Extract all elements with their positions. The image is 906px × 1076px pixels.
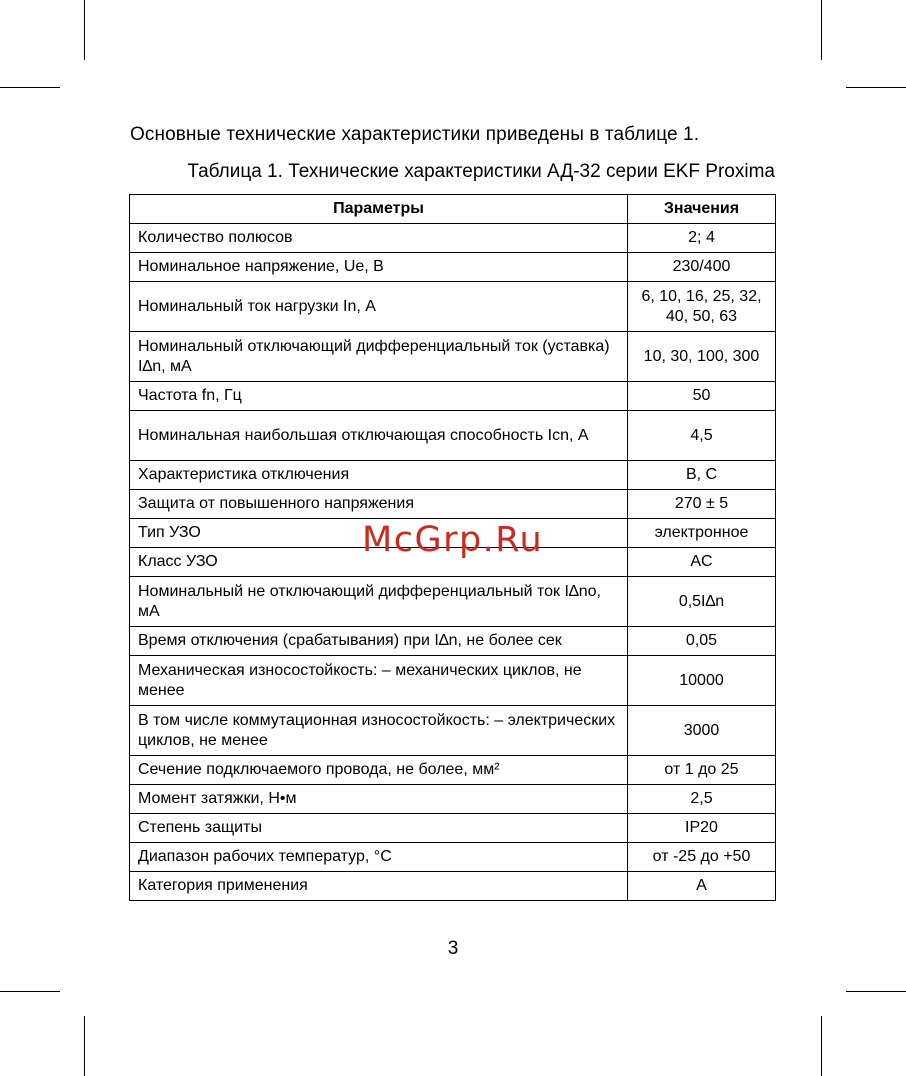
value-cell: 6, 10, 16, 25, 32, 40, 50, 63 <box>628 282 776 332</box>
crop-mark <box>821 1016 822 1076</box>
table-row <box>130 656 776 706</box>
parameter-cell: Защита от повышенного напряжения <box>130 490 628 519</box>
table-row <box>130 382 776 411</box>
table-row <box>130 490 776 519</box>
table-row <box>130 411 776 461</box>
parameter-cell: Количество полюсов <box>130 224 628 253</box>
table-row <box>130 577 776 627</box>
value-cell: B, C <box>628 461 776 490</box>
value-cell: 3000 <box>628 706 776 756</box>
value-cell: AC <box>628 548 776 577</box>
parameter-cell: Категория применения <box>130 872 628 901</box>
table-header-row <box>130 195 776 224</box>
table-row <box>130 282 776 332</box>
value-cell: 2; 4 <box>628 224 776 253</box>
value-cell: 50 <box>628 382 776 411</box>
table-row <box>130 814 776 843</box>
parameter-cell: Механическая износостойкость: – механических циклов, не менее <box>130 656 628 706</box>
intro-text: Основные технические характеристики приведены в таблице 1. <box>130 124 700 145</box>
parameter-cell: Номинальный ток нагрузки In, А <box>130 282 628 332</box>
value-cell: 230/400 <box>628 253 776 282</box>
parameter-cell: Класс УЗО <box>130 548 628 577</box>
value-cell: электронное <box>628 519 776 548</box>
parameter-cell: Номинальный отключающий дифференциальный ток (уставка) I∆n, мА <box>130 332 628 382</box>
table-row <box>130 253 776 282</box>
table-row <box>130 627 776 656</box>
crop-mark <box>0 87 60 88</box>
parameter-cell: Номинальная наибольшая отключающая способность Icn, А <box>130 411 628 461</box>
column-header-values: Значения <box>628 195 776 224</box>
page-number: 3 <box>447 938 459 959</box>
crop-mark <box>84 0 85 60</box>
crop-mark <box>821 0 822 60</box>
crop-mark <box>84 1016 85 1076</box>
table-caption: Таблица 1. Технические характеристики АД-32 серии EKF Proxima <box>187 161 775 182</box>
value-cell: 2,5 <box>628 785 776 814</box>
parameter-cell: Сечение подключаемого провода, не более, мм² <box>130 756 628 785</box>
value-cell: А <box>628 872 776 901</box>
table-row <box>130 332 776 382</box>
value-cell: от 1 до 25 <box>628 756 776 785</box>
value-cell: 10, 30, 100, 300 <box>628 332 776 382</box>
crop-mark <box>0 991 60 992</box>
parameter-cell: Частота fn, Гц <box>130 382 628 411</box>
table-row <box>130 461 776 490</box>
parameter-cell: Номинальный не отключающий дифференциальный ток I∆no, мА <box>130 577 628 627</box>
crop-mark <box>846 87 906 88</box>
parameter-cell: В том числе коммутационная износостойкость: – электрических циклов, не менее <box>130 706 628 756</box>
table-row <box>130 706 776 756</box>
value-cell: 4,5 <box>628 411 776 461</box>
table-row <box>130 872 776 901</box>
parameter-cell: Характеристика отключения <box>130 461 628 490</box>
column-header-parameters: Параметры <box>130 195 628 224</box>
value-cell: 10000 <box>628 656 776 706</box>
value-cell: от -25 до +50 <box>628 843 776 872</box>
parameter-cell: Момент затяжки, Н•м <box>130 785 628 814</box>
crop-mark <box>846 991 906 992</box>
parameter-cell: Тип УЗО <box>130 519 628 548</box>
value-cell: IP20 <box>628 814 776 843</box>
value-cell: 0,05 <box>628 627 776 656</box>
watermark-text: McGrp.Ru <box>362 520 544 560</box>
value-cell: 0,5I∆n <box>628 577 776 627</box>
parameter-cell: Номинальное напряжение, Ue, В <box>130 253 628 282</box>
table-row <box>130 224 776 253</box>
table-row <box>130 843 776 872</box>
parameter-cell: Степень защиты <box>130 814 628 843</box>
value-cell: 270 ± 5 <box>628 490 776 519</box>
table-row <box>130 785 776 814</box>
parameter-cell: Диапазон рабочих температур, °С <box>130 843 628 872</box>
parameter-cell: Время отключения (срабатывания) при I∆n, не более сек <box>130 627 628 656</box>
table-row <box>130 756 776 785</box>
